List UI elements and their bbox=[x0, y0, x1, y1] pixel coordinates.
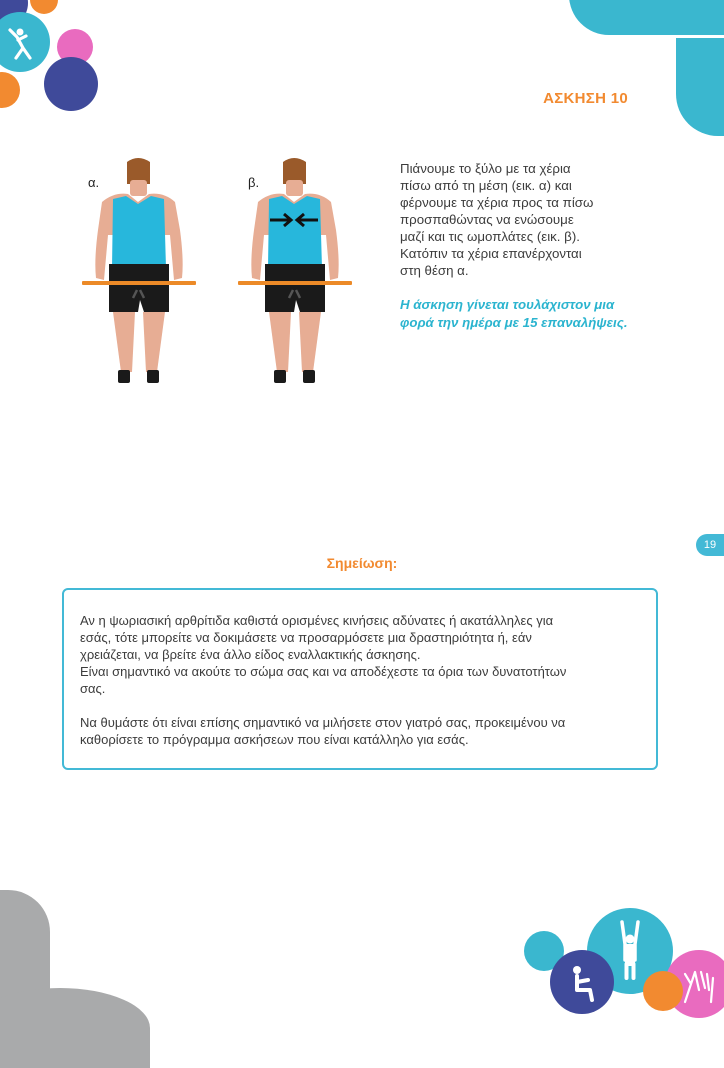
note-paragraph-2: Να θυμάστε ότι είναι επίσης σημαντικό να μιλήσετε στον γιατρό σας, προκειμένου να καθορίσετε το πρόγραμμα ασκήσεων που είναι κατάλληλο για εσάς. bbox=[80, 715, 566, 747]
exercise-description: Πιάνουμε το ξύλο με τα χέρια πίσω από τη μέση (εικ. α) και φέρνουμε τα χέρια προς τα πίσω προσπαθώντας να ενώσουμε μαζί και τις ωμοπλάτες (εικ. β). Κατόπιν τα χέρια επανέρχονται στη θέση α. bbox=[400, 161, 594, 278]
deco-tab-cyan-side bbox=[676, 38, 724, 136]
note-heading: Σημείωση: bbox=[326, 555, 398, 571]
figure-a-person bbox=[95, 158, 182, 383]
note-paragraph-1: Αν η ψωριασική αρθρίτιδα καθιστά ορισμένες κινήσεις αδύνατες ή ακατάλληλες για εσάς, τότε μπορείτε να δοκιμάσετε να προσαρμόσετε μια δραστηριότητα ή, εάν χρειάζεται, να βρείτε ένα άλλο είδος εναλλακτικής άσκησης. Είναι σημαντικό να ακούτε το σώμα σας και να αποδέχεστε τα όρια των δυνατοτήτων σας. bbox=[80, 613, 567, 696]
figure-a-label: α. bbox=[88, 175, 100, 190]
figure-b-illustration bbox=[236, 150, 356, 385]
deco-circle-orange-left bbox=[0, 72, 20, 108]
figure-b-stick bbox=[238, 281, 352, 285]
note-box bbox=[62, 588, 658, 770]
deco-tab-cyan-top bbox=[569, 0, 724, 35]
figure-a-stick bbox=[82, 281, 196, 285]
deco-gray-arc bbox=[0, 988, 150, 1068]
squatting-person-icon bbox=[550, 950, 614, 1014]
stretching-person-icon bbox=[0, 12, 50, 72]
page-number: 19 bbox=[696, 534, 724, 556]
figure-b-label: β. bbox=[248, 175, 260, 190]
deco-circle-navy bbox=[44, 57, 98, 111]
figure-a-illustration bbox=[80, 150, 200, 385]
figure-b-person bbox=[251, 158, 338, 383]
exercise-title: ΑΣΚΗΣΗ 10 bbox=[543, 90, 628, 107]
exercise-frequency: Η άσκηση γίνεται τουλάχιστον μια φορά την ημέρα με 15 επαναλήψεις. bbox=[400, 297, 628, 330]
deco-circle-orange-bottom bbox=[643, 971, 683, 1011]
